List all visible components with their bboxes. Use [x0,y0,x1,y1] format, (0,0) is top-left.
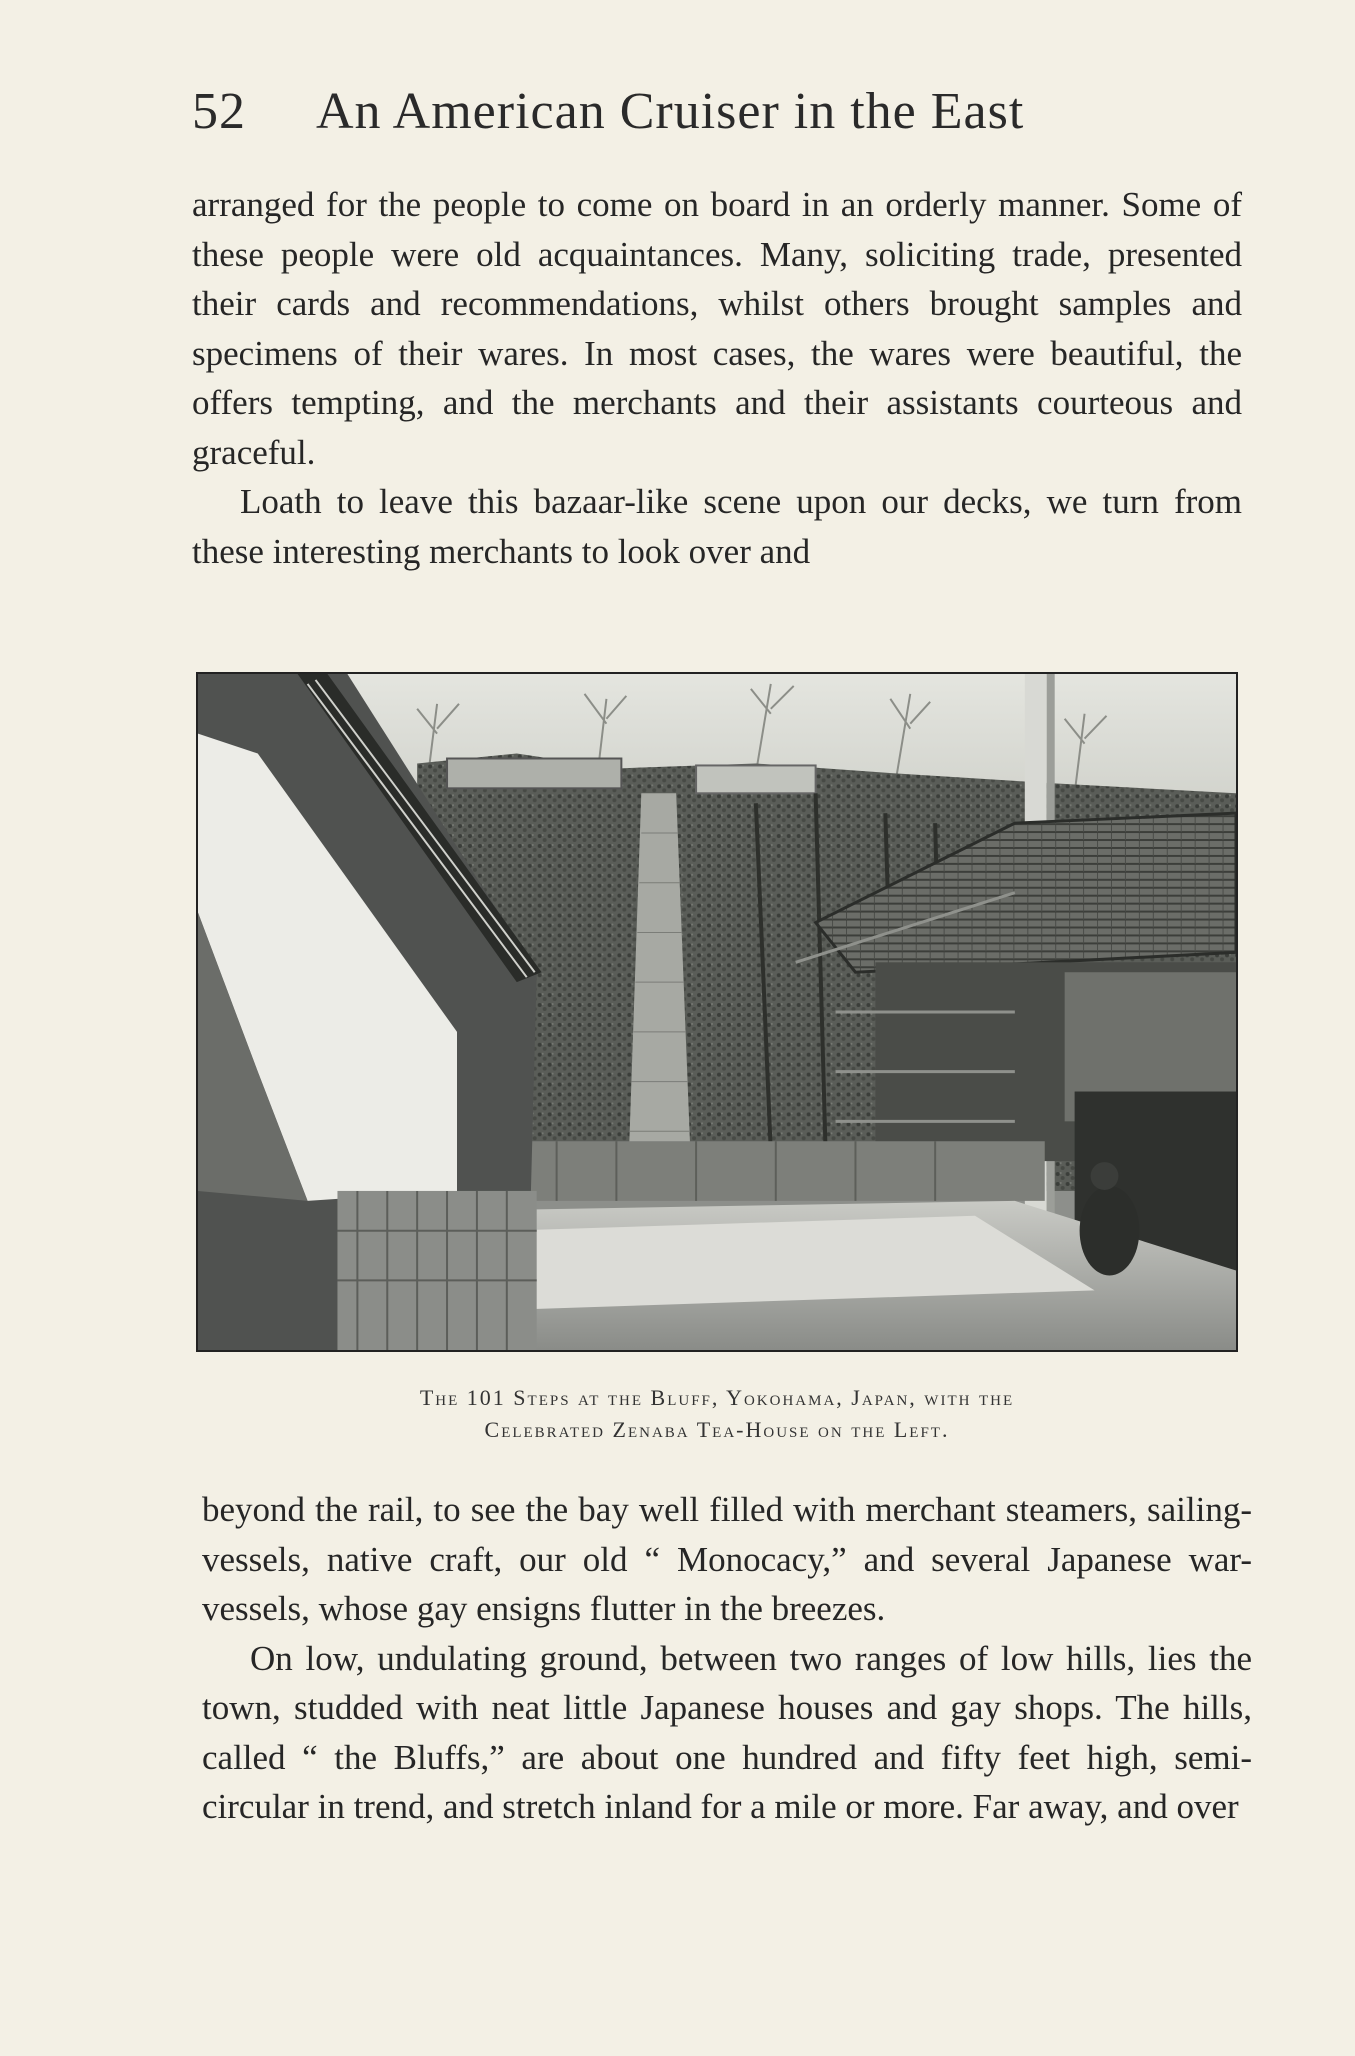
plate-caption [196,1382,1238,1446]
paragraph: On low, undulating ground, between two ranges of low hills, lies the town, studded with neat little Japanese houses and gay shops. The hills, called “ the Bluffs,” are about one hundred and fifty feet high, semi-circular in trend, and stretch inland for a mile or more. Far away, and over [202,1638,1252,1826]
caption-line: The 101 Steps at the Bluff, Yokohama, Japan, with the [419,1385,1015,1410]
running-head [192,82,1252,152]
photograph-steps-at-bluff [198,674,1236,1350]
paragraph: arranged for the people to come on board in an orderly manner. Some of these people were old acquaintances. Many, soliciting trade, presented their cards and recommendations, whilst others brought samples and specimens of their wares. In most cases, the wares were beautiful, the offers tempting, and the merchants and their assistants courteous and graceful. [192,185,1242,472]
photograph-plate [196,672,1238,1352]
body-text-top [192,180,1242,576]
caption-line: Celebrated Zenaba Tea-House on the Left. [484,1417,950,1442]
body-text-bottom [202,1485,1252,1832]
paragraph: Loath to leave this bazaar-like scene upon our decks, we turn from these interesting merchants to look over and [192,482,1242,571]
paragraph: beyond the rail, to see the bay well filled with merchant steamers, sailing-vessels, native craft, our old “ Monocacy,” and several Japanese war-vessels, whose gay ensigns flutter in the breezes. [202,1490,1252,1628]
page-number: 52 [192,83,246,140]
book-title: An American Cruiser in the East [316,83,1025,140]
